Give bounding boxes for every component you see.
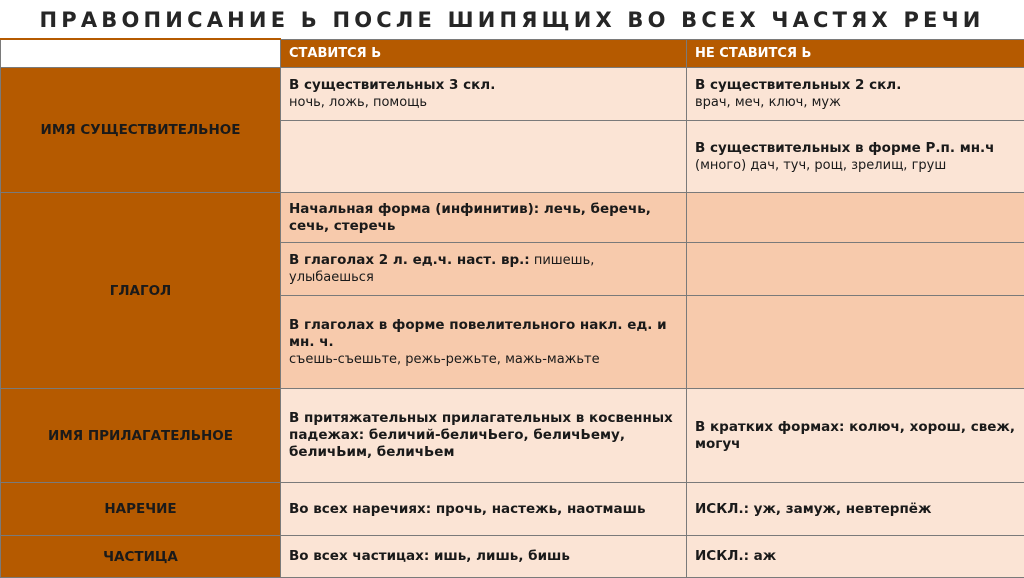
row-label-adjective: ИМЯ ПРИЛАГАТЕЛЬНОЕ [1,389,281,483]
rule-text: ИСКЛ.: аж [695,548,1016,565]
cell-particle-yes [281,536,687,578]
table-row [1,536,1024,578]
examples-text: (много) дач, туч, рощ, зрелищ, груш [695,157,1016,174]
table-row [1,483,1024,536]
header-col-yes: СТАВИТСЯ Ь [281,39,687,68]
table-header-row [1,39,1024,68]
rule-text: В глаголах в форме повелительного накл. ед. и мн. ч. [289,317,678,351]
rule-text: ИСКЛ.: уж, замуж, невтерпёж [695,501,1016,518]
cell-adjective-yes [281,389,687,483]
examples-text: съешь-съешьте, режь-режьте, мажь-мажьте [289,351,678,368]
cell-verb-no-1 [687,193,1024,243]
rule-text: В существительных 3 скл. [289,77,678,94]
rule-text: В существительных в форме Р.п. мн.ч [695,140,1016,157]
table-row [1,389,1024,483]
row-label-noun: ИМЯ СУЩЕСТВИТЕЛЬНОЕ [1,68,281,193]
examples-text: врач, меч, ключ, муж [695,94,1016,111]
header-col-no: НЕ СТАВИТСЯ Ь [687,39,1024,68]
cell-noun-no-1 [687,68,1024,121]
cell-adverb-no [687,483,1024,536]
table-row [1,193,1024,243]
table-row [1,68,1024,121]
rule-text: В существительных 2 скл. [695,77,1016,94]
cell-verb-yes-2 [281,243,687,296]
rule-text: Начальная форма (инфинитив): лечь, беречь, сечь, стеречь [289,201,678,235]
row-label-adverb: НАРЕЧИЕ [1,483,281,536]
cell-verb-yes-1 [281,193,687,243]
spelling-rules-table [0,38,1024,578]
page-title: ПРАВОПИСАНИЕ Ь ПОСЛЕ ШИПЯЩИХ ВО ВСЕХ ЧАСТЯХ РЕЧИ [0,0,1024,38]
rule-text: В кратких формах: колюч, хорош, свеж, могуч [695,419,1016,453]
cell-particle-no [687,536,1024,578]
examples-text: ночь, ложь, помощь [289,94,678,111]
row-label-verb: ГЛАГОЛ [1,193,281,389]
header-corner-cell [1,39,281,68]
cell-verb-no-2 [687,243,1024,296]
rule-text: Во всех частицах: ишь, лишь, бишь [289,548,678,565]
rule-text: Во всех наречиях: прочь, настежь, наотмашь [289,501,678,518]
cell-verb-yes-3 [281,296,687,389]
rule-text: В глаголах 2 л. ед.ч. наст. вр.: [289,252,530,268]
rule-text: В притяжательных прилагательных в косвенных падежах: беличий-беличЬего, беличЬему, беличЬим, беличЬем [289,410,678,461]
cell-noun-no-2 [687,121,1024,193]
row-label-particle: ЧАСТИЦА [1,536,281,578]
cell-noun-yes-1 [281,68,687,121]
cell-adjective-no [687,389,1024,483]
cell-verb-no-3 [687,296,1024,389]
examples-text: пишешь, улыбаешься [289,253,594,285]
cell-noun-yes-2 [281,121,687,193]
cell-adverb-yes [281,483,687,536]
